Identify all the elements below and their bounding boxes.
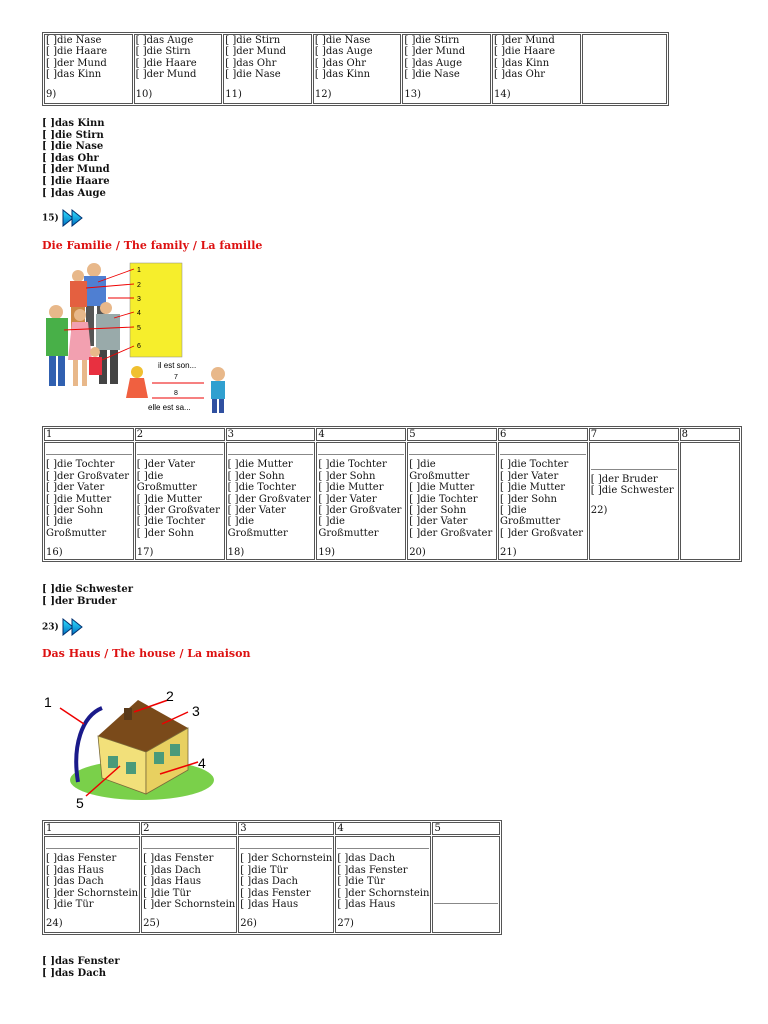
option[interactable]: [ ]der Großvater	[136, 505, 220, 517]
option[interactable]: [ ]der Schornstein	[240, 853, 333, 865]
face-cell	[402, 34, 491, 104]
question-number: 22)	[590, 504, 608, 516]
option[interactable]: [ ]der Sohn	[227, 470, 285, 482]
family-cell	[44, 442, 134, 559]
face-cell	[313, 34, 401, 104]
option[interactable]: [ ]das Fenster	[143, 853, 214, 865]
question-number: 25)	[143, 918, 160, 930]
option[interactable]: [ ]das Dach	[337, 853, 396, 865]
question-number: 27)	[337, 918, 354, 930]
column-header: 7	[589, 428, 679, 441]
family-cell	[226, 442, 316, 559]
option[interactable]: [ ]der Sohn	[318, 470, 376, 482]
caption-bottom: elle est sa...	[148, 403, 191, 412]
option[interactable]: [ ]das Auge	[314, 46, 373, 58]
column-header: 3	[226, 428, 316, 441]
option[interactable]: [ ]die Tür	[143, 887, 191, 899]
option[interactable]: Großmutter	[499, 516, 561, 528]
diagram-label: 5	[76, 795, 84, 810]
option[interactable]: [ ]das Kinn	[493, 57, 550, 69]
diagram-label: 7	[174, 374, 178, 381]
q15-row	[42, 209, 84, 227]
option[interactable]: [ ]die Schwester	[590, 485, 674, 497]
audio-play-icon[interactable]	[62, 618, 84, 636]
face-cell	[134, 34, 223, 104]
family-cell	[135, 442, 225, 559]
question-number: 10)	[135, 88, 153, 100]
word-item: [ ]das Dach	[42, 967, 107, 979]
column-header: 5	[432, 822, 500, 835]
option[interactable]: [ ]der Schornstein	[337, 887, 430, 899]
caption-top: il est son...	[158, 361, 197, 370]
empty-cell	[582, 34, 667, 104]
option[interactable]: [ ]der Mund	[225, 46, 287, 58]
option[interactable]: [ ]die Tochter	[318, 459, 387, 471]
word-item: [ ]die Schwester	[42, 584, 134, 595]
option[interactable]: [ ]die Tochter	[409, 493, 478, 505]
option[interactable]: [ ]der Vater	[46, 482, 105, 494]
option[interactable]: [ ]der Vater	[318, 493, 377, 505]
question-number: 15)	[42, 213, 59, 224]
option[interactable]: [ ]die Mutter	[46, 493, 112, 505]
word-item: [ ]die Stirn	[42, 129, 104, 141]
option[interactable]: Großmutter	[136, 482, 197, 494]
diagram-label: 8	[174, 390, 178, 397]
option[interactable]: [ ]die Nase	[314, 35, 371, 46]
empty-cell	[432, 836, 500, 933]
face-cell	[223, 34, 312, 104]
option[interactable]: [ ]das Ohr	[314, 57, 366, 69]
column-header: 1	[44, 822, 140, 835]
option[interactable]: [ ]das Kinn	[314, 69, 371, 81]
option[interactable]: [ ]der Sohn	[499, 493, 557, 505]
option[interactable]: [ ]der Großvater	[46, 470, 130, 482]
house-illustration	[42, 686, 214, 810]
option[interactable]: [ ]die Mutter	[227, 459, 293, 471]
option[interactable]: [ ]das Ohr	[225, 57, 277, 69]
option[interactable]: [ ]das Dach	[143, 864, 201, 876]
option[interactable]: [ ]die	[136, 470, 164, 482]
diagram-label: 3	[137, 296, 141, 303]
diagram-label: 6	[137, 343, 141, 350]
question-number: 13)	[404, 88, 421, 100]
question-number: 26)	[240, 918, 257, 930]
option[interactable]: [ ]der Mund	[404, 46, 466, 58]
column-header: 2	[141, 822, 237, 835]
column-header: 8	[680, 428, 740, 441]
option[interactable]: [ ]die Tochter	[227, 482, 296, 494]
option[interactable]: [ ]die Haare	[493, 46, 556, 58]
family-cell	[407, 442, 497, 559]
option[interactable]: [ ]der Sohn	[409, 505, 467, 517]
option[interactable]: [ ]das Haus	[143, 876, 202, 888]
option[interactable]: [ ]der Mund	[135, 69, 197, 81]
house-cell	[44, 836, 140, 933]
question-number: 24)	[46, 918, 63, 930]
option[interactable]: [ ]die Nase	[404, 69, 460, 81]
option[interactable]: [ ]die Haare	[135, 57, 197, 69]
option[interactable]: [ ]die Nase	[225, 69, 281, 81]
house-table	[42, 820, 502, 935]
question-number: 17)	[136, 547, 154, 559]
option[interactable]: [ ]das Fenster	[240, 887, 311, 899]
word-item: [ ]der Mund	[42, 164, 110, 176]
option[interactable]: [ ]das Auge	[135, 35, 194, 46]
word-item: [ ]das Auge	[42, 187, 106, 199]
diagram-label: 5	[137, 325, 141, 332]
column-header: 4	[316, 428, 406, 441]
option[interactable]: [ ]der Sohn	[46, 505, 104, 517]
diagram-label: 1	[137, 267, 141, 274]
question-number: 16)	[46, 547, 63, 559]
option[interactable]: [ ]die Stirn	[404, 35, 460, 46]
option[interactable]: [ ]die Mutter	[318, 482, 384, 494]
family-heading: Die Familie / The family / La famille	[42, 239, 263, 252]
audio-play-icon[interactable]	[62, 209, 84, 227]
house-cell	[141, 836, 237, 933]
option[interactable]: [ ]der Vater	[499, 470, 559, 482]
empty-cell	[680, 442, 740, 559]
column-header: 5	[407, 428, 497, 441]
diagram-label: 4	[137, 310, 141, 317]
option[interactable]: [ ]die	[318, 516, 345, 528]
question-number: 12)	[314, 88, 332, 100]
option[interactable]: [ ]der Großvater	[499, 527, 584, 539]
option[interactable]: [ ]die	[227, 516, 255, 528]
option[interactable]: [ ]die Haare	[46, 46, 108, 58]
option[interactable]: [ ]das Haus	[240, 899, 299, 911]
face-word-list	[42, 118, 110, 199]
house-cell	[335, 836, 431, 933]
option[interactable]: Großmutter	[46, 527, 107, 539]
option[interactable]: [ ]die Tochter	[136, 516, 206, 528]
option[interactable]: [ ]die Mutter	[136, 493, 202, 505]
q23-row	[42, 618, 84, 636]
option[interactable]: [ ]der Bruder	[590, 473, 658, 485]
option[interactable]: [ ]das Dach	[46, 876, 104, 888]
question-number: 23)	[42, 622, 59, 633]
question-number: 9)	[46, 88, 57, 100]
word-item: [ ]die Haare	[42, 175, 110, 187]
option[interactable]: [ ]das Dach	[240, 876, 298, 888]
family-illustration	[42, 260, 252, 418]
option[interactable]: [ ]der Mund	[46, 57, 107, 69]
house-heading: Das Haus / The house / La maison	[42, 647, 251, 660]
option[interactable]: [ ]die Stirn	[225, 35, 281, 46]
option[interactable]: [ ]der Großvater	[318, 505, 402, 517]
question-number: 20)	[409, 547, 426, 559]
question-number: 19)	[318, 547, 336, 559]
face-cell	[492, 34, 581, 104]
word-item: [ ]das Kinn	[42, 118, 105, 129]
word-item: [ ]das Ohr	[42, 152, 99, 164]
diagram-label: 2	[166, 688, 174, 704]
option[interactable]: [ ]der Großvater	[227, 493, 311, 505]
family-cell	[316, 442, 406, 559]
face-table	[42, 32, 669, 106]
option[interactable]: [ ]die	[409, 459, 436, 471]
column-header: 6	[498, 428, 588, 441]
house-word-list	[42, 956, 120, 979]
option[interactable]: [ ]die Stirn	[135, 46, 191, 58]
option[interactable]: [ ]der Schornstein	[143, 899, 236, 911]
word-item: [ ]das Fenster	[42, 956, 120, 967]
diagram-label: 2	[137, 282, 141, 289]
house-cell	[238, 836, 334, 933]
option[interactable]: [ ]die Mutter	[409, 482, 475, 494]
option[interactable]: Großmutter	[318, 527, 379, 539]
option[interactable]: [ ]die Tür	[240, 864, 288, 876]
option[interactable]: [ ]die	[46, 516, 73, 528]
option[interactable]: [ ]das Kinn	[46, 69, 102, 81]
word-item: [ ]die Nase	[42, 141, 104, 153]
diagram-label: 3	[192, 703, 200, 719]
option[interactable]: [ ]die Tochter	[46, 459, 115, 471]
option[interactable]: [ ]die Mutter	[499, 482, 566, 494]
option[interactable]: [ ]das Auge	[404, 57, 462, 69]
family-table	[42, 426, 742, 562]
face-cell	[44, 34, 133, 104]
option[interactable]: Großmutter	[227, 527, 288, 539]
column-header: 4	[335, 822, 431, 835]
diagram-label: 1	[44, 694, 52, 710]
family-cell	[589, 442, 679, 559]
option[interactable]: [ ]die Tür	[46, 899, 94, 911]
option[interactable]: [ ]die Tochter	[499, 459, 569, 471]
option[interactable]: Großmutter	[409, 470, 470, 482]
column-header: 2	[135, 428, 225, 441]
option[interactable]: [ ]der Großvater	[409, 527, 493, 539]
question-number: 18)	[227, 547, 245, 559]
family-cell	[498, 442, 588, 559]
option[interactable]: [ ]das Ohr	[493, 69, 546, 81]
option[interactable]: [ ]das Fenster	[46, 853, 117, 865]
option[interactable]: [ ]das Haus	[46, 864, 104, 876]
option[interactable]: [ ]der Sohn	[136, 527, 194, 539]
question-number: 11)	[225, 88, 242, 100]
option[interactable]: [ ]der Mund	[493, 35, 555, 46]
option[interactable]: [ ]der Vater	[409, 516, 468, 528]
diagram-label: 4	[198, 755, 206, 771]
sibling-word-list	[42, 584, 133, 607]
option[interactable]: [ ]die Nase	[46, 35, 102, 46]
option[interactable]: [ ]die	[499, 505, 527, 517]
option[interactable]: [ ]das Fenster	[337, 864, 408, 876]
question-number: 21)	[499, 547, 517, 559]
word-item: [ ]der Bruder	[42, 595, 117, 607]
option[interactable]: [ ]das Haus	[337, 899, 396, 911]
option[interactable]: [ ]die Tür	[337, 876, 385, 888]
column-header: 1	[44, 428, 134, 441]
option[interactable]: [ ]der Vater	[227, 505, 286, 517]
option[interactable]: [ ]der Vater	[136, 459, 196, 471]
question-number: 14)	[493, 88, 511, 100]
option[interactable]: [ ]der Schornstein	[46, 887, 139, 899]
column-header: 3	[238, 822, 334, 835]
